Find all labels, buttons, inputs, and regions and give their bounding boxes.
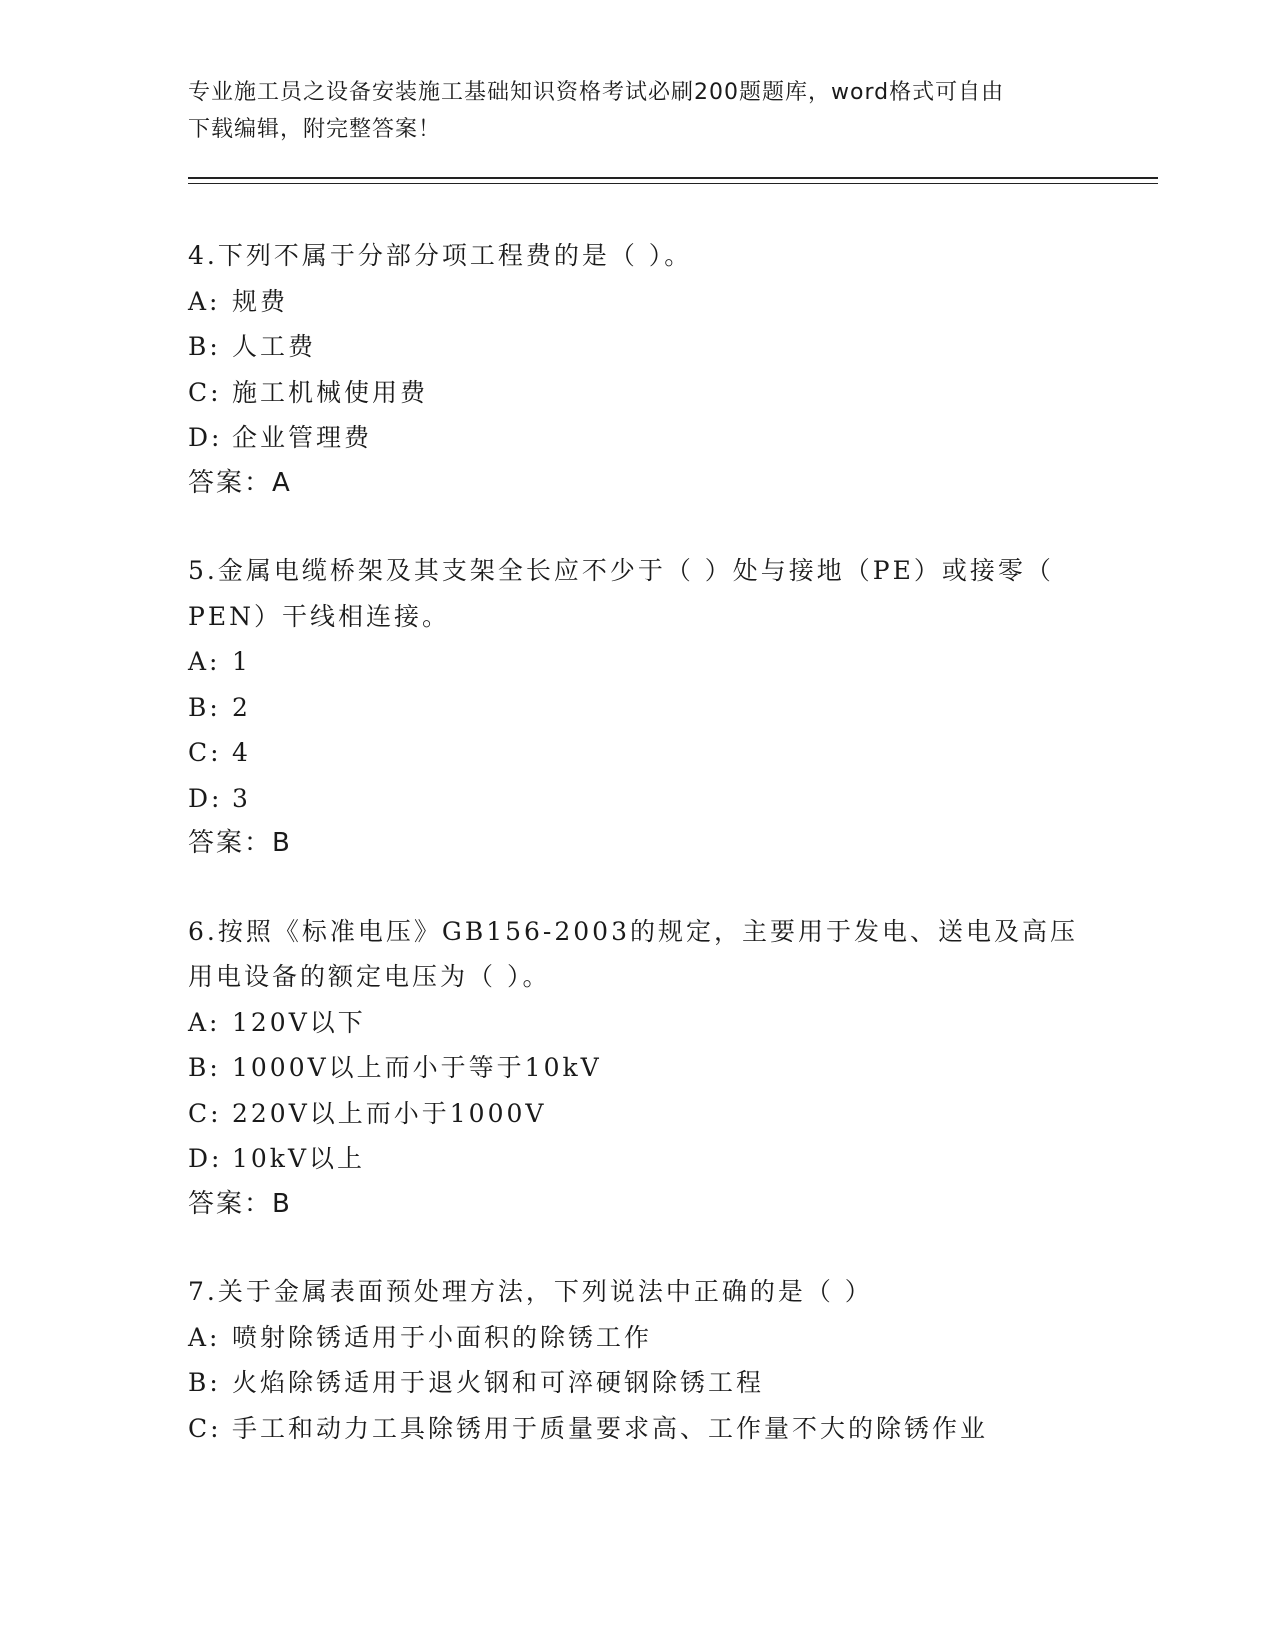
option-letter: B: (188, 1368, 221, 1397)
option-text: 220V以上而小于1000V (232, 1098, 547, 1128)
option-a (188, 639, 1088, 685)
option-b (188, 1360, 1088, 1406)
option-b (188, 324, 1088, 370)
option-letter: A: (188, 1322, 221, 1352)
option-letter: A: (188, 1007, 221, 1037)
option-letter: B: (188, 332, 221, 361)
option-text: 1000V以上而小于等于10kV (232, 1053, 602, 1082)
option-text: 10kV以上 (232, 1144, 366, 1173)
option-letter: C: (188, 1413, 222, 1443)
option-text: 人工费 (232, 332, 317, 361)
question-text: 7.关于金属表面预处理方法，下列说法中正确的是（ ） (188, 1277, 873, 1306)
option-letter: C: (188, 738, 222, 767)
question-6 (188, 909, 1088, 1228)
option-letter: C: (188, 1098, 222, 1128)
option-c (188, 730, 1088, 776)
option-d (188, 1136, 1088, 1182)
option-text: 喷射除锈适用于小面积的除锈工作 (232, 1322, 653, 1352)
question-7 (188, 1269, 1088, 1451)
option-a (188, 279, 1088, 325)
option-text: 手工和动力工具除锈用于质量要求高、工作量不大的除锈作业 (232, 1413, 989, 1443)
option-b (188, 685, 1088, 731)
option-text: 规费 (232, 286, 289, 316)
question-4 (188, 233, 1088, 506)
option-c (188, 370, 1088, 416)
option-text: 火焰除锈适用于退火钢和可淬硬钢除锈工程 (232, 1368, 765, 1397)
header-line-1: 专业施工员之设备安装施工基础知识资格考试必刷200题题库，word格式可自由 (188, 80, 1005, 105)
option-c (188, 1406, 1088, 1452)
option-text: 120V以下 (232, 1007, 366, 1037)
option-d (188, 415, 1088, 461)
answer-line: 答案：A (188, 467, 292, 498)
question-text: 4.下列不属于分部分项工程费的是（ ）。 (188, 241, 693, 270)
question-text: 5.金属电缆桥架及其支架全长应不少于（ ）处与接地（PE）或接零（ (188, 556, 1054, 585)
question-text-continued: 用电设备的额定电压为（ ）。 (188, 962, 551, 991)
option-letter: D: (188, 783, 223, 813)
header-divider-thin (188, 183, 1158, 184)
option-letter: A: (188, 647, 221, 676)
option-c (188, 1091, 1088, 1137)
question-5 (188, 548, 1088, 867)
option-letter: C: (188, 377, 222, 407)
question-list (188, 233, 1088, 1493)
option-b (188, 1045, 1088, 1091)
option-letter: D: (188, 423, 223, 452)
option-text: 4 (232, 738, 251, 767)
header-divider-thick (188, 177, 1158, 179)
option-letter: B: (188, 692, 221, 722)
option-letter: D: (188, 1144, 223, 1173)
question-text: 6.按照《标准电压》GB156-2003的规定，主要用于发电、送电及高压 (188, 916, 1078, 946)
document-header (188, 74, 1068, 148)
option-text: 施工机械使用费 (232, 377, 429, 407)
option-text: 1 (232, 647, 251, 676)
header-line-2: 下载编辑，附完整答案！ (188, 117, 442, 142)
option-text: 3 (232, 783, 251, 813)
option-letter: A: (188, 286, 221, 316)
question-text-continued: PEN）干线相连接。 (188, 601, 450, 631)
option-text: 2 (232, 692, 251, 722)
option-a (188, 1315, 1088, 1361)
option-text: 企业管理费 (232, 423, 373, 452)
option-a (188, 1000, 1088, 1046)
answer-line: 答案：B (188, 1188, 292, 1219)
option-letter: B: (188, 1053, 221, 1082)
option-d (188, 776, 1088, 822)
answer-line: 答案：B (188, 828, 292, 858)
